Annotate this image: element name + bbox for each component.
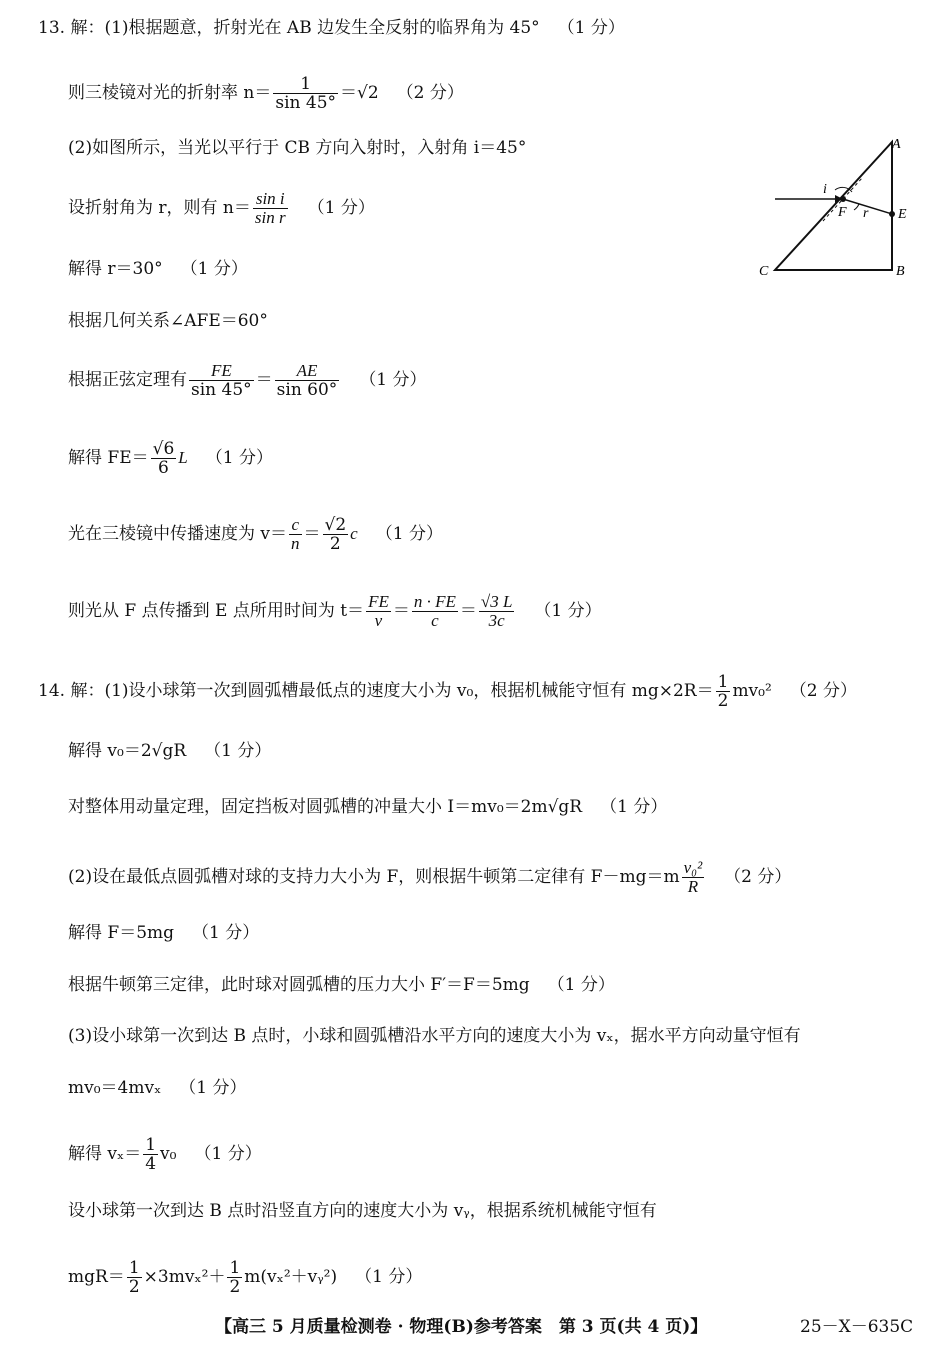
numerator: v₀² [683, 858, 703, 877]
numerator: √3 L [480, 592, 513, 611]
label-i: i [823, 182, 827, 197]
denominator: 3c [488, 611, 505, 630]
denominator: n [291, 534, 300, 553]
numerator: AE [275, 362, 340, 381]
q13-line-7 [68, 362, 427, 399]
q14-line-6 [68, 974, 615, 996]
fraction [143, 1136, 158, 1173]
q14-line-10 [68, 1200, 657, 1222]
q13-text: L [178, 448, 188, 467]
q13-text: (2)如图所示，当光以平行于 CB 方向入射时，入射角 i＝45° [68, 138, 527, 158]
q13-line-3 [68, 137, 526, 159]
fraction [323, 516, 349, 553]
numerator: FE [189, 362, 254, 381]
q13-text: 光在三棱镜中传播速度为 v＝ [68, 524, 288, 544]
q14-text: ×3mvₓ²＋ [143, 1267, 226, 1287]
score: （1 分） [359, 370, 427, 390]
denominator: 2 [329, 534, 341, 554]
score: （1 分） [534, 601, 602, 621]
equals: ＝ [303, 524, 321, 544]
q14-line-3 [68, 796, 667, 818]
q14-text: 14. 解：(1)设小球第一次到圆弧槽最低点的速度大小为 v₀，根据机械能守恒有 mg×2R＝ [38, 681, 714, 701]
q14-text: 解得 F＝5mg [68, 923, 175, 943]
fraction [273, 75, 338, 112]
fraction [151, 440, 177, 477]
q14-line-4 [68, 859, 791, 896]
denominator: sin 45° [191, 380, 252, 400]
q13-line-1 [38, 17, 625, 39]
q13-line-9 [68, 516, 443, 553]
q14-text: 解得 vₓ＝ [68, 1144, 142, 1164]
q14-text: 对整体用动量定理，固定挡板对圆弧槽的冲量大小 I＝mv₀＝2m√gR [68, 797, 583, 817]
score: （1 分） [557, 18, 625, 38]
fraction [289, 516, 302, 553]
q14-line-8 [68, 1077, 247, 1099]
footer-title: 【高三 5 月质量检测卷 · 物理(B)参考答案 第 3 页(共 4 页)】 [215, 1317, 708, 1337]
q13-text: ＝√2 [340, 83, 379, 103]
q14-line-9 [68, 1136, 262, 1173]
score: （1 分） [192, 923, 260, 943]
denominator: sin 60° [276, 380, 338, 400]
label-f: F [838, 205, 847, 220]
denominator: 2 [229, 1277, 241, 1297]
denominator: v [374, 611, 383, 630]
numerator: FE [368, 592, 389, 611]
q14-text: 解得 v₀＝2√gR [68, 741, 187, 761]
numerator: 1 [717, 672, 729, 692]
denominator: c [431, 611, 439, 630]
score: （1 分） [179, 1078, 247, 1098]
q13-text: 解得 FE＝ [68, 448, 149, 468]
score: （2 分） [789, 681, 858, 701]
fraction [682, 859, 705, 896]
score: （1 分） [355, 1267, 423, 1287]
q13-text: 设折射角为 r，则有 n＝ [68, 198, 251, 218]
denominator: sin r [254, 208, 286, 227]
q13-text: 则三棱镜对光的折射率 n＝ [68, 83, 272, 103]
denominator: 4 [145, 1154, 157, 1174]
q14-text: 根据牛顿第三定律，此时球对圆弧槽的压力大小 F′＝F＝5mg [68, 975, 530, 995]
point-f [840, 196, 846, 202]
q14-text: (2)设在最低点圆弧槽对球的支持力大小为 F，则根据牛顿第二定律有 F－mg＝m [68, 867, 680, 887]
q14-text: mgR＝ [68, 1267, 125, 1287]
q13-line-8 [68, 440, 273, 477]
q13-text: 则光从 F 点传播到 E 点所用时间为 t＝ [68, 601, 365, 621]
label-c: C [759, 264, 769, 279]
fraction [412, 593, 458, 630]
angle-r-arc [854, 204, 859, 210]
q13-text: 13. 解：(1)根据题意，折射光在 AB 边发生全反射的临界角为 45° [38, 18, 540, 38]
numerator: 1 [128, 1258, 140, 1278]
score: （1 分） [205, 448, 273, 468]
score: （2 分） [724, 867, 792, 887]
prism-figure [755, 132, 915, 282]
q14-text: v₀ [160, 1144, 177, 1164]
q13-line-4 [68, 190, 375, 227]
equals: ＝ [255, 370, 273, 390]
q13-line-5 [68, 258, 248, 280]
q13-text: 根据几何关系∠AFE＝60° [68, 311, 268, 331]
q13-line-6 [68, 310, 268, 332]
numerator: n · FE [413, 592, 456, 611]
denominator: 2 [717, 691, 729, 711]
numerator: √2 [324, 515, 347, 535]
q13-text: 根据正弦定理有 [68, 370, 187, 390]
label-e: E [898, 207, 907, 222]
q14-text: mv₀² [732, 681, 772, 701]
q14-text: mv₀＝4mvₓ [68, 1078, 162, 1098]
q14-line-11 [68, 1259, 422, 1296]
footer-code: 25－X－635C [800, 1317, 914, 1337]
denominator: 2 [128, 1277, 140, 1297]
score: （2 分） [396, 83, 464, 103]
fraction [275, 362, 340, 399]
prism-triangle [775, 142, 892, 270]
label-b: B [896, 264, 905, 279]
fraction [227, 1259, 242, 1296]
fraction [253, 190, 288, 227]
q14-line-5 [68, 922, 259, 944]
q14-text: m(vₓ²＋vᵧ²) [244, 1267, 338, 1287]
point-e [889, 211, 895, 217]
score: （1 分） [307, 198, 375, 218]
score: （1 分） [600, 797, 668, 817]
q14-text: 设小球第一次到达 B 点时沿竖直方向的速度大小为 vᵧ，根据系统机械能守恒有 [68, 1201, 657, 1221]
q14-line-1 [38, 673, 857, 710]
denominator: 6 [158, 458, 169, 478]
q14-text: (3)设小球第一次到达 B 点时，小球和圆弧槽沿水平方向的速度大小为 vₓ，据水平方向动量守恒有 [68, 1026, 801, 1046]
q13-line-10: 则光从 F 点传播到 E 点所用时间为 t＝ $\frac{FE}{v}$ ＝ $\frac{n \cdot FE}{c}$ ＝ $\frac{√3 L}{3c}$ （1 分） [68, 592, 602, 630]
numerator: c [289, 516, 302, 535]
fraction [716, 673, 731, 710]
score: （1 分） [547, 975, 615, 995]
score: （1 分） [180, 259, 248, 279]
q14-line-2 [68, 740, 271, 762]
denominator: sin 45° [275, 93, 337, 113]
fraction [127, 1259, 142, 1296]
fraction [189, 362, 254, 399]
score: （1 分） [375, 524, 443, 544]
q13-line-2 [68, 75, 464, 112]
fraction [479, 593, 515, 630]
q13-text: 解得 r＝30° [68, 259, 163, 279]
score: （1 分） [194, 1144, 262, 1164]
denominator: R [687, 877, 699, 896]
numerator: 1 [273, 75, 338, 94]
score: （1 分） [204, 741, 272, 761]
numerator: sin i [253, 190, 288, 209]
label-r: r [863, 206, 869, 221]
numerator: 1 [229, 1258, 241, 1278]
numerator: √6 [152, 439, 175, 459]
label-a: A [892, 137, 901, 152]
fraction [366, 593, 391, 630]
q14-line-7 [68, 1025, 801, 1047]
numerator: 1 [145, 1135, 157, 1155]
q13-text: c [350, 524, 358, 543]
